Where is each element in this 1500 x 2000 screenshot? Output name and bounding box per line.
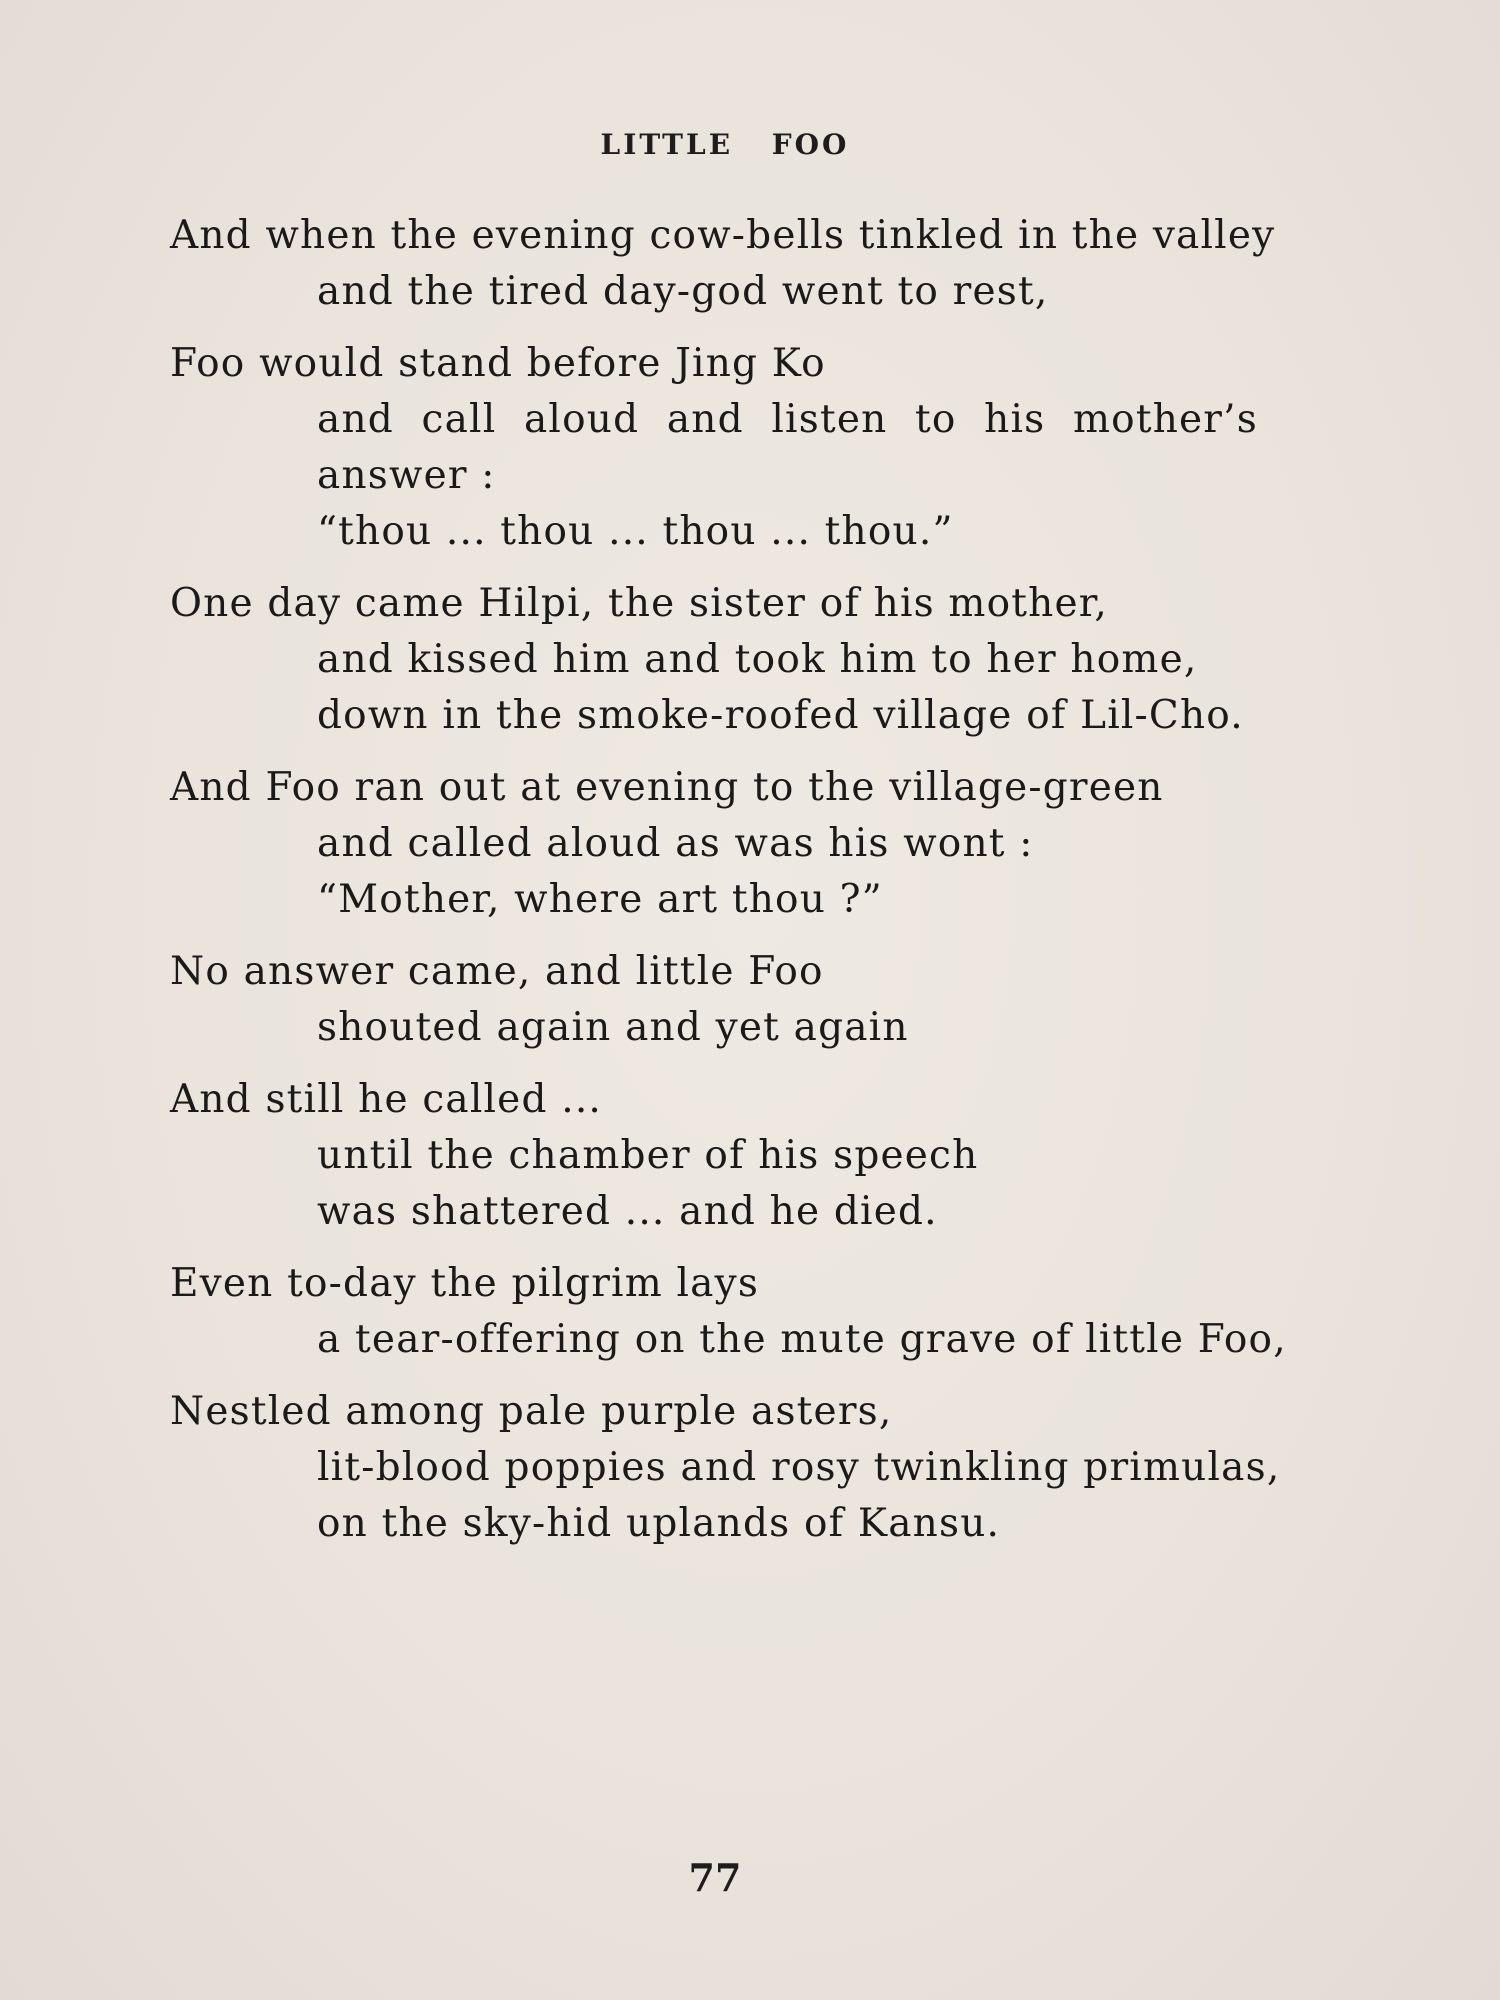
stanza <box>170 760 1370 928</box>
running-head: LITTLE FOO <box>600 128 850 161</box>
poem-line: And when the evening cow-bells tinkled in the valley <box>170 213 1276 258</box>
stanza <box>170 1072 1370 1240</box>
poem-line: One day came Hilpi, the sister of his mother, <box>170 581 1108 626</box>
poem-line: a tear-offering on the mute grave of little Foo, <box>317 1317 1287 1362</box>
poem-line: and call aloud and listen to his mother’s <box>317 397 1258 442</box>
poem-line: “thou ... thou ... thou ... thou.” <box>317 509 954 554</box>
stanza <box>170 336 1370 560</box>
poem-line: on the sky-hid uplands of Kansu. <box>317 1501 1001 1546</box>
poem-line: until the chamber of his speech <box>317 1133 979 1178</box>
poem-line: Even to-day the pilgrim lays <box>170 1261 760 1306</box>
poem-line: answer : <box>317 453 496 498</box>
stanza <box>170 208 1370 320</box>
poem-line: And still he called ... <box>170 1077 603 1122</box>
poem-line: No answer came, and little Foo <box>170 949 824 994</box>
poem-line: shouted again and yet again <box>317 1005 909 1050</box>
stanza <box>170 1256 1370 1368</box>
poem-line: “Mother, where art thou ?” <box>317 877 883 922</box>
page-number: 77 <box>688 1855 742 1900</box>
poem-line: and called aloud as was his wont : <box>317 821 1034 866</box>
stanza <box>170 944 1370 1056</box>
poem-line: and the tired day-god went to rest, <box>317 269 1049 314</box>
stanza <box>170 576 1370 744</box>
poem-line: down in the smoke-roofed village of Lil-Cho. <box>317 693 1244 738</box>
poem-line: lit-blood poppies and rosy twinkling primulas, <box>317 1445 1281 1490</box>
poem-line: Foo would stand before Jing Ko <box>170 341 826 386</box>
poem-line: and kissed him and took him to her home, <box>317 637 1198 682</box>
poem-body <box>170 208 1370 1568</box>
poem-line: was shattered ... and he died. <box>317 1189 938 1234</box>
poem-line: And Foo ran out at evening to the village-green <box>170 765 1164 810</box>
poem-line: Nestled among pale purple asters, <box>170 1389 893 1434</box>
stanza <box>170 1384 1370 1552</box>
